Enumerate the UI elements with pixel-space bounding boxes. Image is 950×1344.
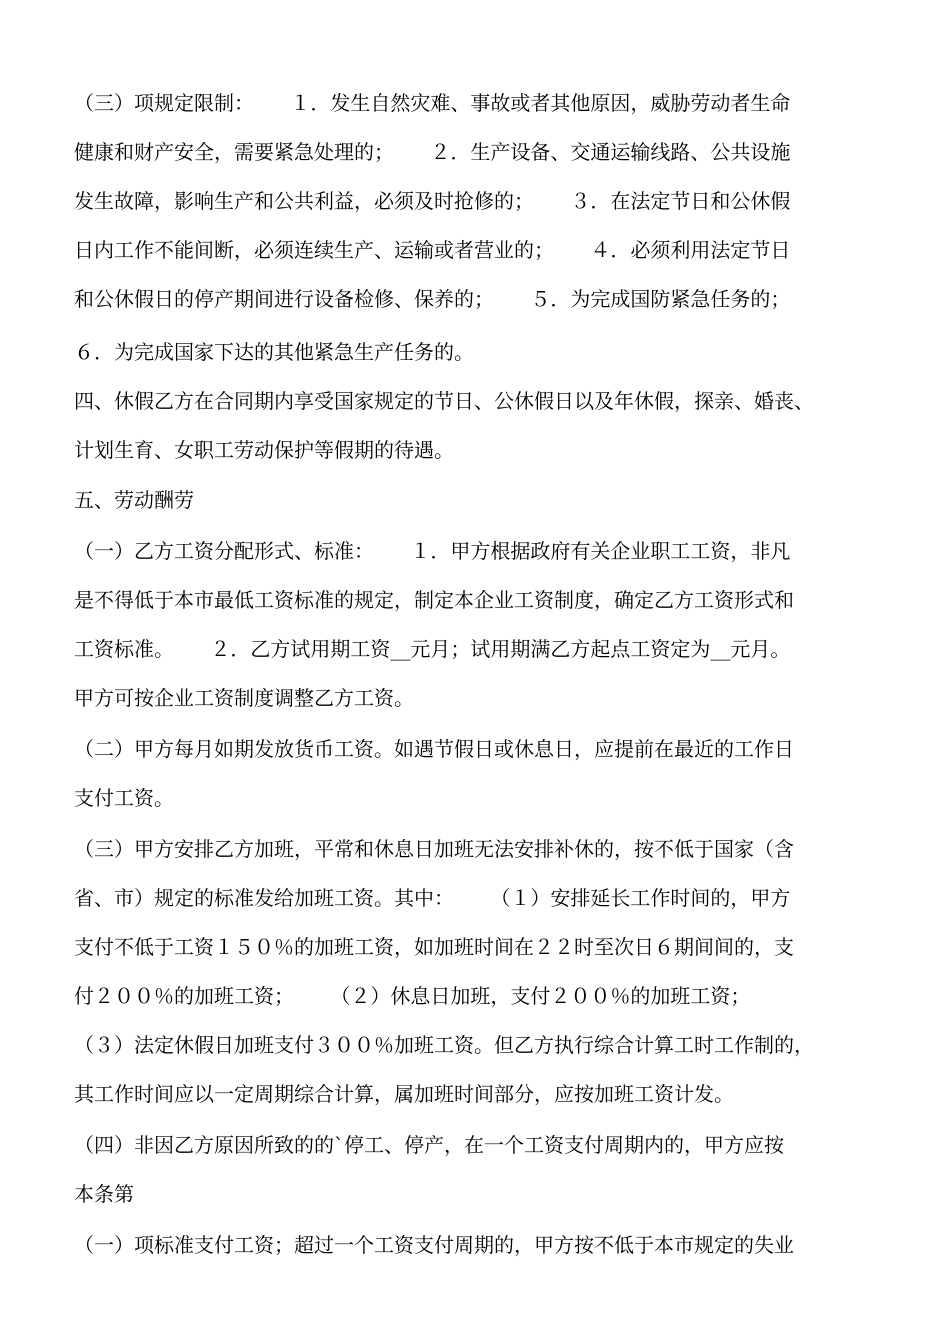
text-line: 健康和财产安全，需要紧急处理的； ２．生产设备、交通运输线路、公共设施 — [74, 140, 791, 164]
text-line: 发生故障，影响生产和公共利益，必须及时抢修的； ３．在法定节日和公休假 — [74, 189, 791, 213]
text-line: 四、休假乙方在合同期内享受国家规定的节日、公休假日以及年休假，探亲、婚丧、 — [74, 389, 814, 413]
text-line: 和公休假日的停产期间进行设备检修、保养的； ５．为完成国防紧急任务的； — [74, 287, 791, 311]
text-line: 工资标准。 ２．乙方试用期工资__元月；试用期满乙方起点工资定为__元月。 — [74, 637, 791, 661]
text-line: 支付工资。 — [74, 786, 174, 810]
section-heading: 五、劳动酬劳 — [74, 488, 194, 512]
text-line: 计划生育、女职工劳动保护等假期的待遇。 — [74, 438, 454, 462]
text-line: 付２００％的加班工资； （２）休息日加班，支付２００％的加班工资； — [74, 984, 751, 1008]
text-line: 日内工作不能间断，必须连续生产、运输或者营业的； ４．必须利用法定节日 — [74, 238, 791, 262]
text-line: ６．为完成国家下达的其他紧急生产任务的。 — [74, 340, 474, 364]
text-line: （一）项标准支付工资；超过一个工资支付周期的，甲方按不低于本市规定的失业 — [74, 1233, 794, 1257]
text-line: 甲方可按企业工资制度调整乙方工资。 — [74, 686, 414, 710]
text-line: （一）乙方工资分配形式、标准： １．甲方根据政府有关企业职工工资，非凡 — [74, 539, 791, 563]
text-line: （三）项规定限制： １．发生自然灾难、事故或者其他原因，威胁劳动者生命 — [74, 91, 791, 115]
text-line: 本条第 — [74, 1182, 134, 1206]
text-line: （二）甲方每月如期发放货币工资。如遇节假日或休息日，应提前在最近的工作日 — [74, 737, 794, 761]
text-line: 其工作时间应以一定周期综合计算，属加班时间部分，应按加班工资计发。 — [74, 1082, 734, 1106]
text-line: 省、市）规定的标准发给加班工资。其中： （１）安排延长工作时间的，甲方 — [74, 886, 791, 910]
text-line: 是不得低于本市最低工资标准的规定，制定本企业工资制度，确定乙方工资形式和 — [74, 588, 794, 612]
text-line: （３）法定休假日加班支付３００％加班工资。但乙方执行综合计算工时工作制的， — [74, 1033, 814, 1057]
text-line: （三）甲方安排乙方加班，平常和休息日加班无法安排补休的，按不低于国家（含 — [74, 837, 794, 861]
text-line: （四）非因乙方原因所致的的`停工、停产，在一个工资支付周期内的，甲方应按 — [74, 1133, 784, 1157]
text-line: 支付不低于工资１５０％的加班工资，如加班时间在２２时至次日６期间间的，支 — [74, 935, 794, 959]
